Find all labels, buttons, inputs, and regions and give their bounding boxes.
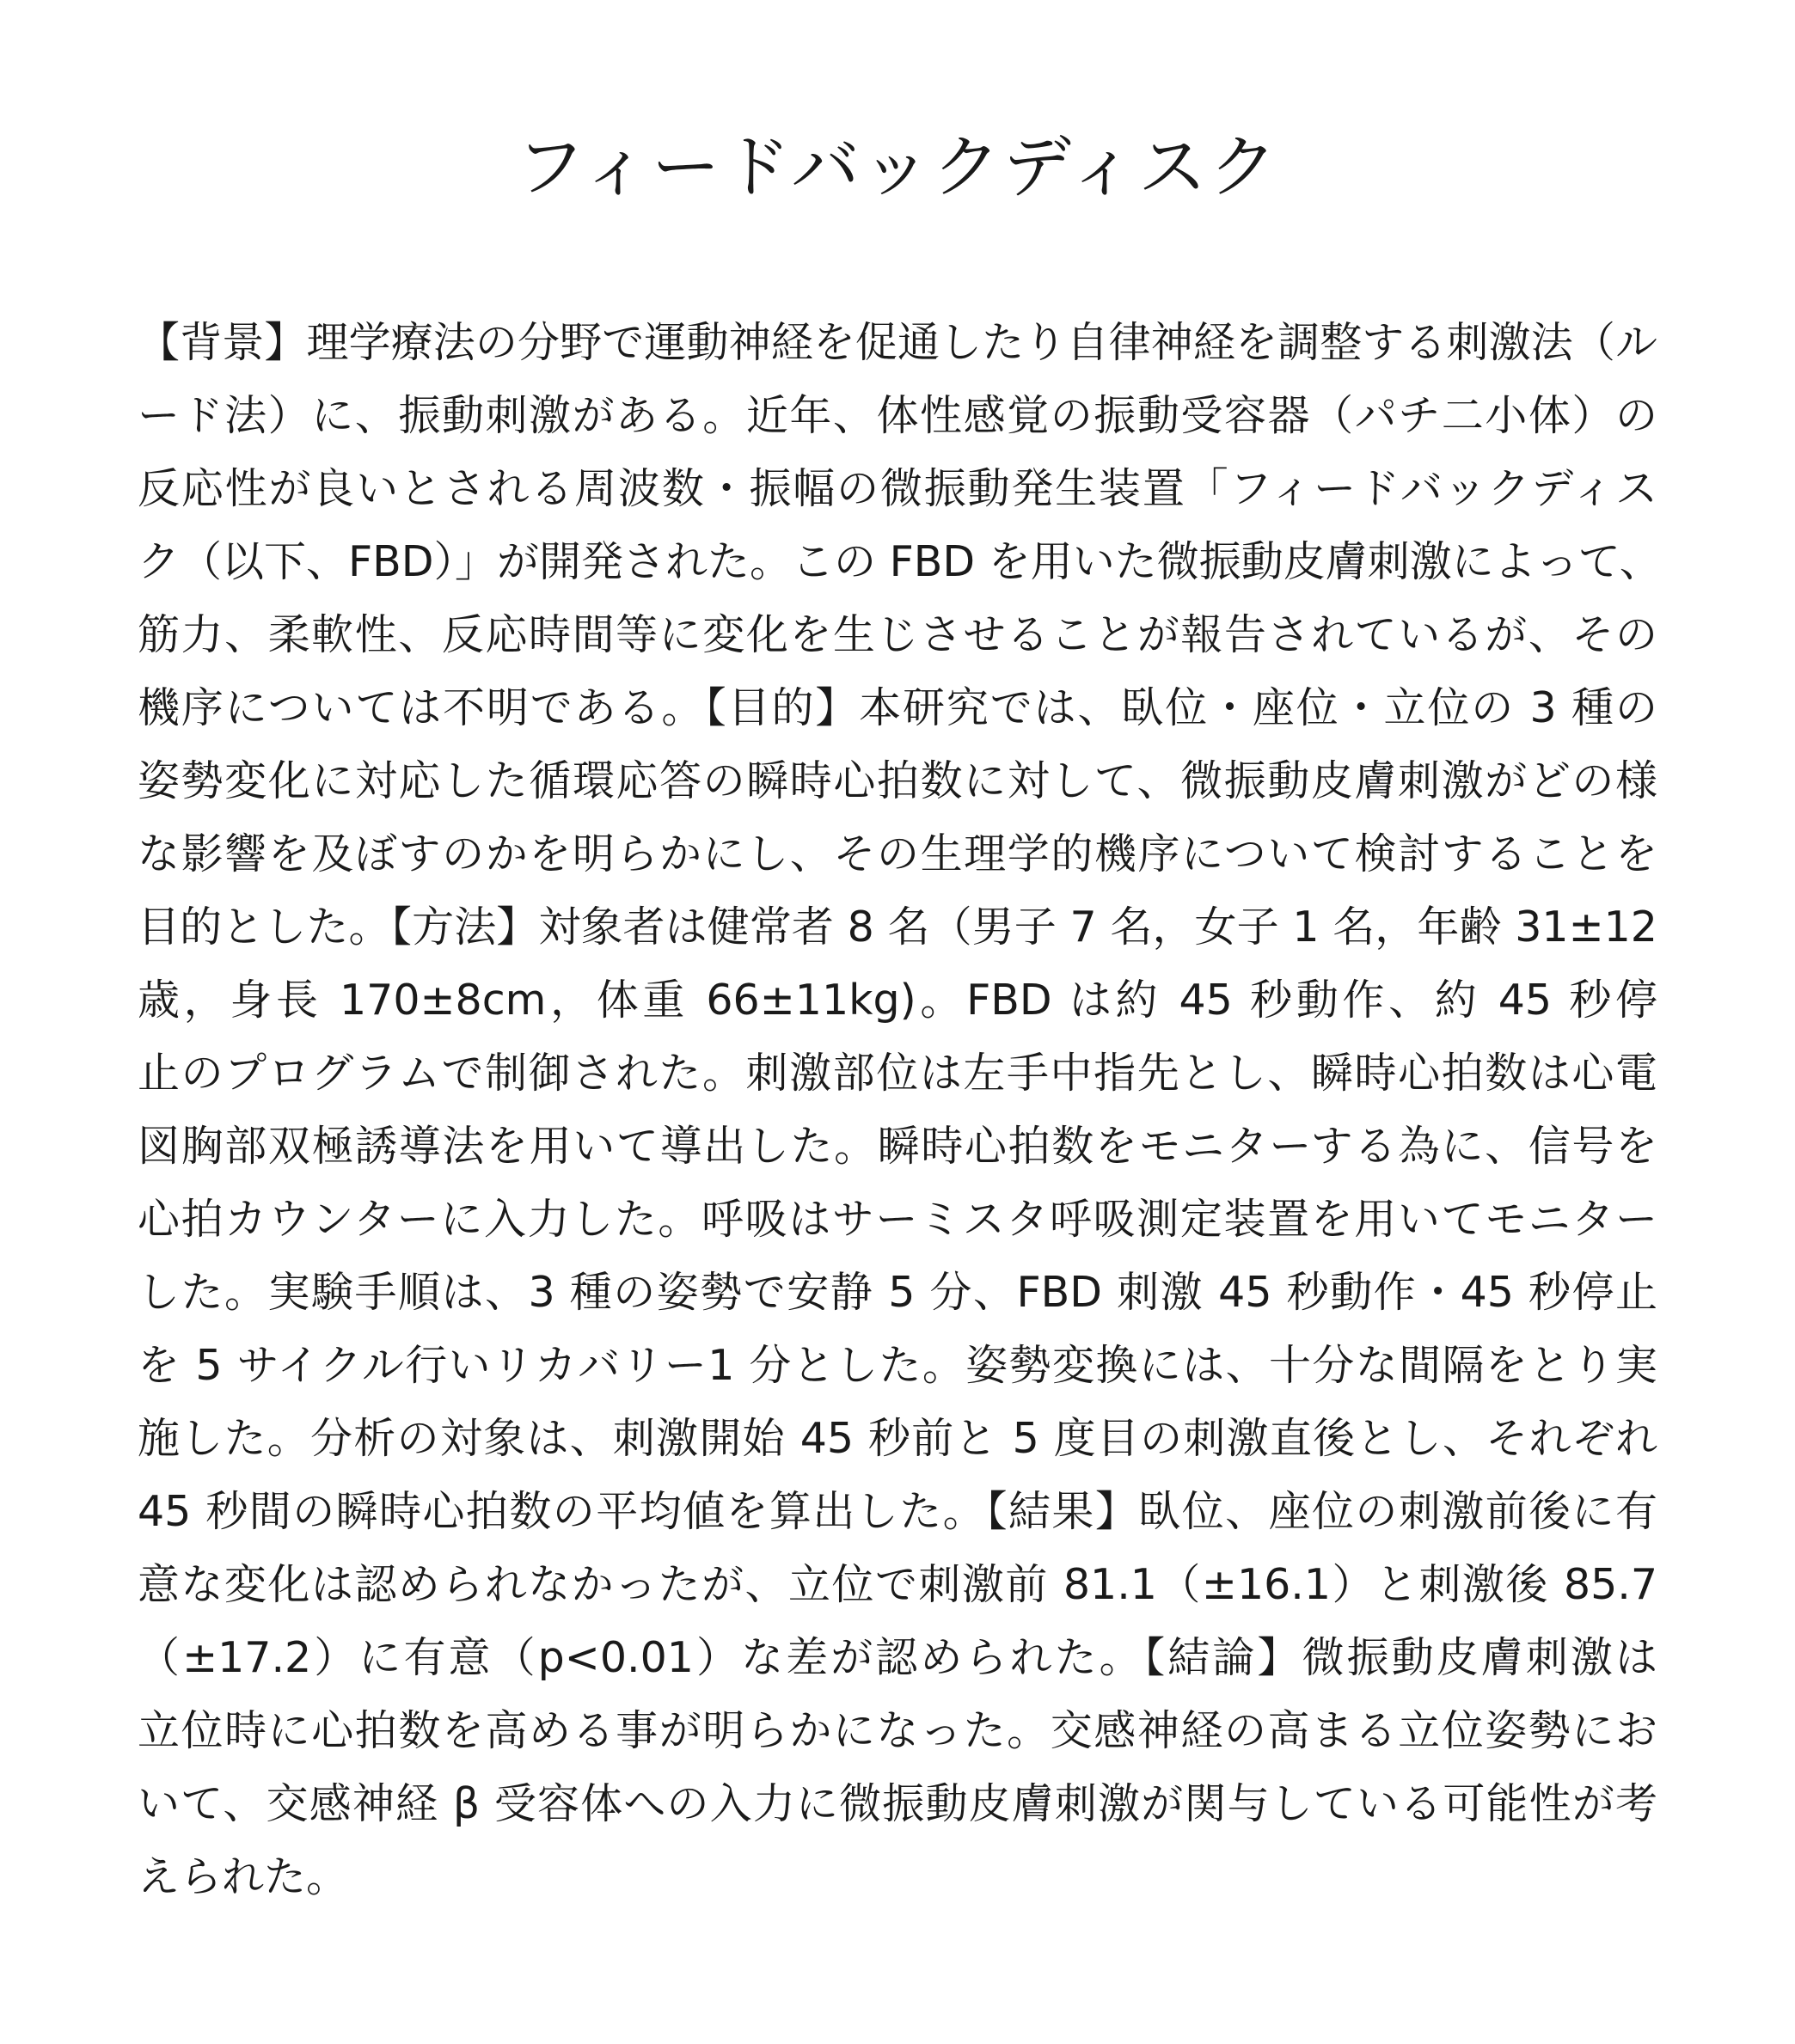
page-title: フィードバックディスク [516,127,1279,207]
abstract-line: 止のプログラムで制御された。刺激部位は左手中指先とし、瞬時心拍数は心電 [138,1049,1657,1098]
abstract-body [138,306,1662,1913]
abstract-line: 歳，身長 170±8cm，体重 66±11kg)。FBD は約 45 秒動作、約 45 秒停 [138,976,1657,1025]
abstract-line: 心拍カウンターに入力した。呼吸はサーミスタ呼吸測定装置を用いてモニター [138,1195,1657,1244]
abstract-line: を 5 サイクル行いリカバリー1 分とした。姿勢変換には、十分な間隔をとり実 [138,1341,1657,1390]
abstract-line: 姿勢変化に対応した循環応答の瞬時心拍数に対して、微振動皮膚刺激がどの様 [138,756,1657,805]
abstract-line: 立位時に心拍数を高める事が明らかになった。交感神経の高まる立位姿勢にお [138,1706,1657,1755]
abstract-line: ク（以下、FBD）」が開発された。この FBD を用いた微振動皮膚刺激によって、 [138,537,1662,586]
abstract-line: した。実験手順は、3 種の姿勢で安静 5 分、FBD 刺激 45 秒動作・45 秒停止 [138,1268,1657,1317]
abstract-line: いて、交感神経 β 受容体への入力に微振動皮膚刺激が関与している可能性が考 [138,1779,1657,1828]
abstract-line: 筋力、柔軟性、反応時間等に変化を生じさせることが報告されているが、その [138,610,1657,659]
abstract-line: （±17.2）に有意（p<0.01）な差が認められた。【結論】微振動皮膚刺激は [138,1633,1657,1682]
abstract-line: 図胸部双極誘導法を用いて導出した。瞬時心拍数をモニターする為に、信号を [138,1122,1657,1171]
abstract-line: 意な変化は認められなかったが、立位で刺激前 81.1（±16.1）と刺激後 85.7 [138,1560,1657,1609]
abstract-line: ード法）に、振動刺激がある。近年、体性感覚の振動受容器（パチ二小体）の [138,391,1657,440]
abstract-line: えられた。 [138,1852,349,1901]
abstract-line: 施した。分析の対象は、刺激開始 45 秒前と 5 度目の刺激直後とし、それぞれ [138,1414,1657,1463]
abstract-line: 45 秒間の瞬時心拍数の平均値を算出した。【結果】臥位、座位の刺激前後に有 [138,1487,1657,1536]
abstract-line: 目的とした。【方法】対象者は健常者 8 名（男子 7 名，女子 1 名，年齢 31±12 [138,903,1657,952]
abstract-line: 反応性が良いとされる周波数・振幅の微振動発生装置「フィードバックディス [138,464,1657,513]
abstract-line: 機序については不明である。【目的】本研究では、臥位・座位・立位の 3 種の [138,683,1657,732]
abstract-line: な影響を及ぼすのかを明らかにし、その生理学的機序について検討することを [138,829,1657,878]
abstract-line: 【背景】理学療法の分野で運動神経を促通したり自律神経を調整する刺激法（ル [138,318,1657,367]
